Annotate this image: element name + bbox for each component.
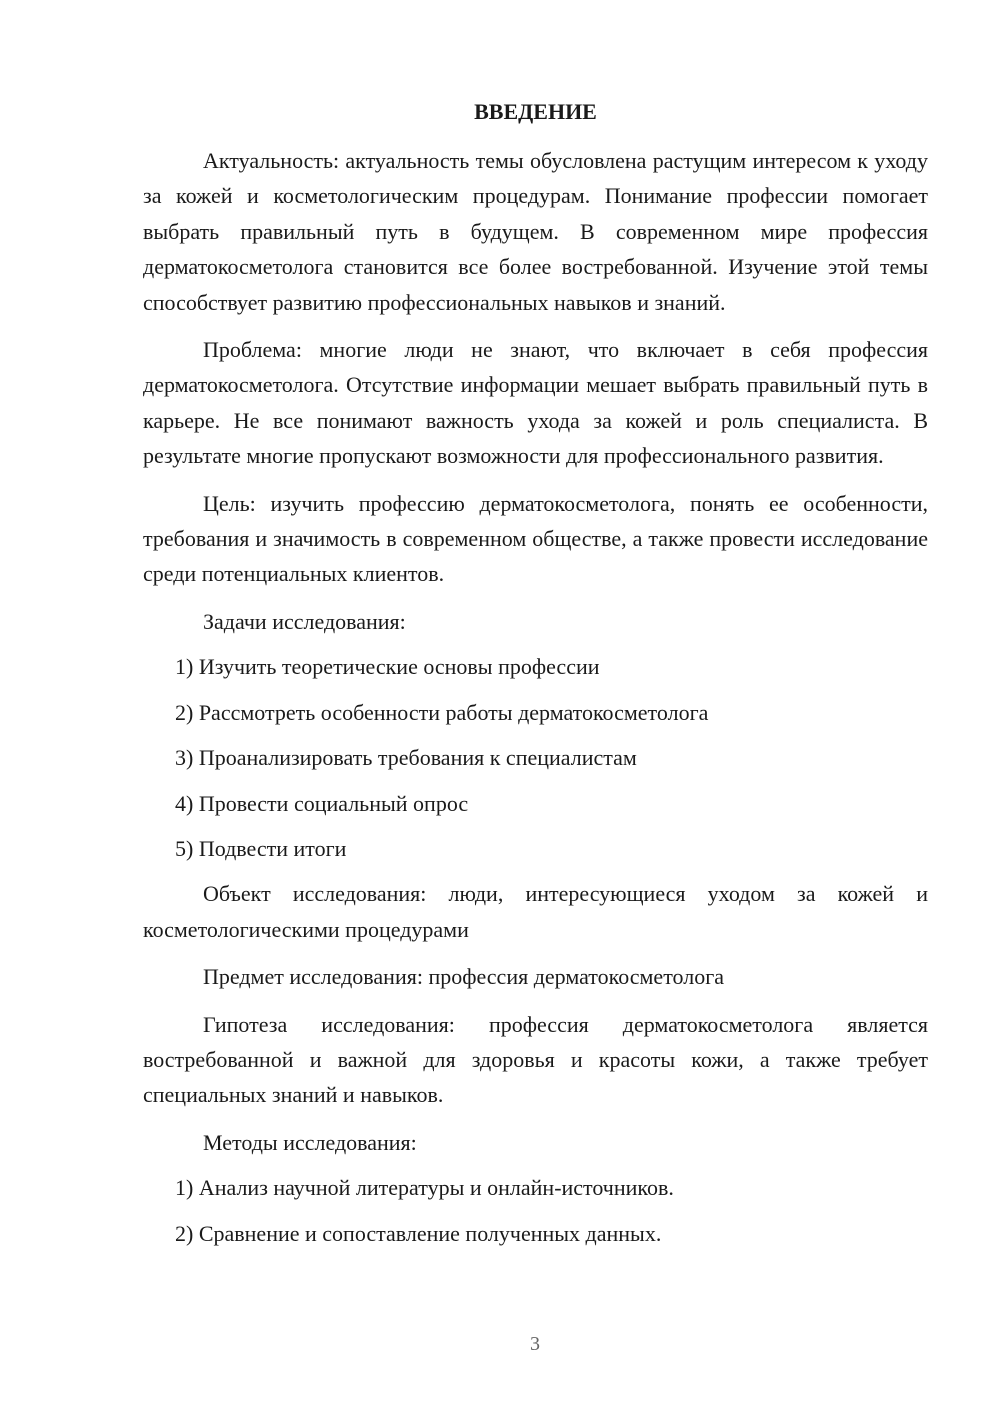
tasks-heading: Задачи исследования: (203, 608, 406, 634)
methods-heading: Методы исследования: (203, 1129, 417, 1155)
hypothesis-paragraph: Гипотеза исследования: профессия дерматокосметолога является востребованной и важной для здоровья и красоты кожи, а также требует специальных знаний и навыков. (143, 1011, 928, 1108)
list-item: 1) Изучить теоретические основы профессии (175, 654, 600, 680)
subject-paragraph: Предмет исследования: профессия дерматокосметолога (203, 964, 724, 990)
list-item: 5) Подвести итоги (175, 835, 347, 861)
list-item: 2) Сравнение и сопоставление полученных данных. (175, 1220, 662, 1246)
page-title: ВВЕДЕНИЕ (474, 99, 597, 124)
tasks-list (143, 649, 928, 866)
relevance-paragraph: Актуальность: актуальность темы обусловлена растущим интересом к уходу за кожей и косметологическим процедурам. Понимание профессии помогает выбрать правильный путь в будущем. В современном мире профессия дерматокосметолога становится все более востребованной. Изучение этой темы способствует развитию профессиональных навыков и знаний. (143, 148, 928, 315)
page-number: 3 (530, 1333, 540, 1355)
list-item: 3) Проанализировать требования к специалистам (175, 745, 637, 771)
problem-paragraph: Проблема: многие люди не знают, что включает в себя профессия дерматокосметолога. Отсутствие информации мешает выбрать правильный путь в карьере. Не все понимают важность ухода за кожей и роль специалиста. В результате многие пропускают возможности для профессионального развития. (143, 337, 928, 469)
methods-list (143, 1170, 928, 1251)
object-paragraph: Объект исследования: люди, интересующиеся уходом за кожей и косметологическими процедурами (143, 881, 928, 942)
page-content (143, 94, 928, 1261)
list-item: 1) Анализ научной литературы и онлайн-источников. (175, 1175, 674, 1201)
goal-paragraph: Цель: изучить профессию дерматокосметолога, понять ее особенности, требования и значимость в современном обществе, а также провести исследование среди потенциальных клиентов. (143, 490, 928, 587)
list-item: 2) Рассмотреть особенности работы дерматокосметолога (175, 699, 709, 725)
list-item: 4) Провести социальный опрос (175, 790, 469, 816)
